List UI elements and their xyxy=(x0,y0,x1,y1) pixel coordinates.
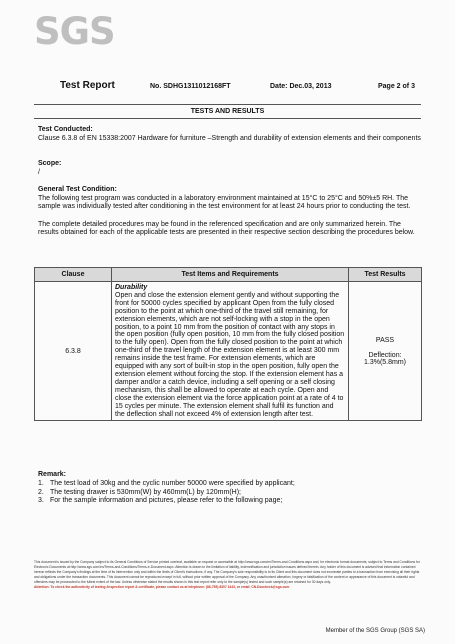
general-condition-label: General Test Condition: xyxy=(38,186,117,193)
general-condition-p2: The complete detailed procedures may be found in the referenced specification and are only summarized herein. The results obtained for each of the applicable tests are presented in their respective section describing the procedures below. xyxy=(38,221,415,237)
section-title: TESTS AND RESULTS xyxy=(190,108,265,115)
report-title: Test Report xyxy=(60,80,115,91)
header-test-results: Test Results xyxy=(349,268,422,282)
result-cell xyxy=(349,282,422,421)
requirements-text: Open and close the extension element gently and without supporting the front for 50000 cycles specified by applicant Open from the fully closed position to the point at which one-third of the travel still remaining, for extension elements, which are not self-locking with a stop in the open position, to a point 10 mm from the position of contact with any stops in the open position (fully open position, 10 mm from the fully closed position to the fully open). Open from the fully closed position to the point at which one-third of the travel length of the extension element is at least 300 mm remains inside the test frame. For extension elements, which are equipped with any sort of built-in stop in the open position, fully open the extension element without forcing the stop. If the extension element has a damper and/or a catch device, including a self opening or a self closing mechanism, this shall be allowed to operate at each cycle. Open and close the extension element via the force application point at a rate of 4 to 15 cycles per minute. The extension element shall fulfil its function and the deflection shall not exceed 4% of extension length after test. xyxy=(115,291,345,418)
remark-label: Remark: xyxy=(38,471,67,478)
divider xyxy=(34,118,421,119)
remark-list xyxy=(38,480,423,506)
clause-cell: 6.3.8 xyxy=(35,282,112,421)
result-pass: PASS xyxy=(375,336,395,344)
results-table xyxy=(34,267,422,421)
requirements-cell xyxy=(112,282,349,421)
divider xyxy=(34,104,421,105)
sgs-logo: SGS xyxy=(34,10,115,53)
scope-text: / xyxy=(38,169,40,176)
list-item: 3. For the sample information and pictures, please refer to the following page; xyxy=(38,497,283,504)
list-item: 1. The test load of 30kg and the cyclic number 50000 were specified by applicant; xyxy=(38,480,295,487)
test-conducted-text: Clause 6.3.8 of EN 15338:2007 Hardware for furniture –Strength and durability of extension elements and their components xyxy=(38,135,421,142)
report-number: No. SDHG1311012168FT xyxy=(150,83,231,90)
deflection-value: 1.3%(5.8mm) xyxy=(363,358,406,366)
report-date: Date: Dec.03, 2013 xyxy=(270,83,332,90)
deflection-label: Deflection: xyxy=(368,351,402,359)
scope-label: Scope: xyxy=(38,160,62,167)
page-indicator: Page 2 of 3 xyxy=(378,83,415,90)
authenticity-attention: Attention: To check the authenticity of testing /inspection report & certificate, please contact us at telephone: (86-755) 8307 1443, or email: CN.Doccheck@sgs.com xyxy=(34,585,290,589)
list-item: 2. The testing drawer is 530mm(W) by 460mm(L) by 120mm(H); xyxy=(38,488,241,496)
table-header-row xyxy=(35,268,422,282)
table-row xyxy=(35,282,422,421)
legal-fine-print: This document is issued by the Company subject to its General Conditions of Service printed overleaf, available on request or accessible at http://www.sgs.com/en/Terms-and-Conditions.aspx and, for electronic format documents, subject to Terms and Conditions for Electronic Documents at http://www.sgs.com/en/Terms-and-Conditions/Terms-e-Document.aspx. Attention is drawn to the limitation of liability, indemnification and jurisdiction issues defined therein. Any holder of this document is advised that information contained hereon reflects the Company's findings at the time of its intervention only and within the limits of Client's instructions, if any. The Company's sole responsibility is to its Client and this document does not exonerate parties to a transaction from exercising all their rights and obligations under the transaction documents. This document cannot be reproduced except in full, without prior written approval of the Company. Any unauthorized alteration, forgery or falsification of the content or appearance of this document is unlawful and offenders may be prosecuted to the fullest extent of the law. Unless otherwise stated the results shown in this test report refer only to the sample(s) tested and such sample(s) are retained for 30 days only. Attention: To check the authenticity of testing /inspection report & certificate, please contact us at telephone: (86-755) 8307 1443, or email: CN.Doccheck@sgs.com xyxy=(34,560,420,589)
header-clause: Clause xyxy=(35,268,112,282)
general-condition-p1: The following test program was conducted in a laboratory environment maintained at 15°C to 25°C and 50%±5 RH. The sample was individually tested after conditioning in the test environment for at least 24 hours prior to conducting the test. xyxy=(38,195,411,211)
test-conducted-label: Test Conducted: xyxy=(38,126,93,133)
header-test-items: Test Items and Requirements xyxy=(112,268,349,282)
member-text: Member of the SGS Group (SGS SA) xyxy=(325,628,425,634)
durability-title: Durability xyxy=(115,284,148,291)
